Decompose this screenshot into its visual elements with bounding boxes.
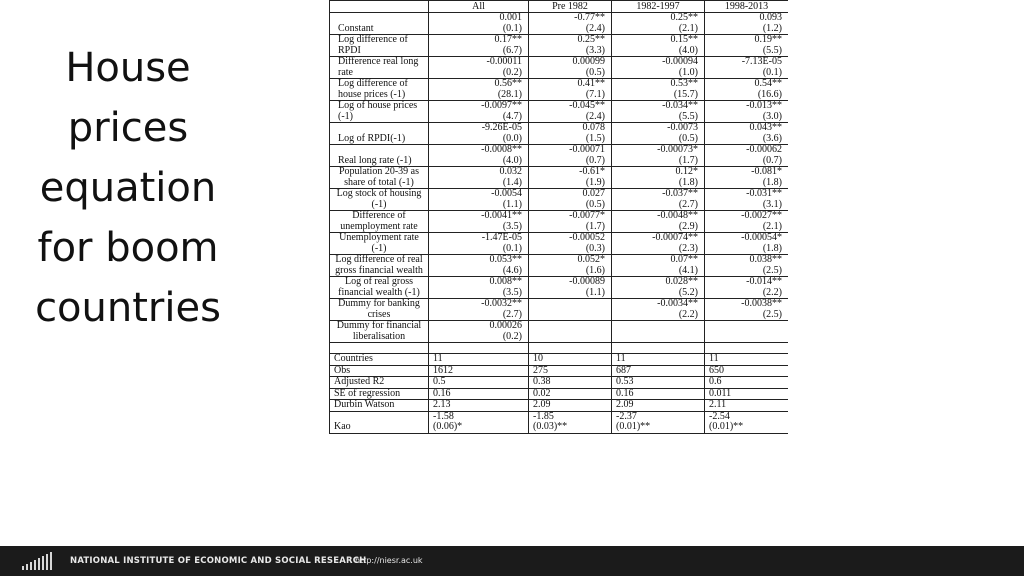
coef-cell xyxy=(705,321,789,343)
t-statistic: (0.0) xyxy=(502,132,522,144)
stat-pvalue: (0.01)** xyxy=(709,421,744,432)
row-label: Difference real long rate xyxy=(330,57,429,79)
t-statistic: (2.4) xyxy=(585,22,605,34)
t-statistic: (1.8) xyxy=(678,176,698,188)
coefficient-value xyxy=(532,321,605,332)
coefficient-value xyxy=(532,299,605,310)
t-statistic: (0.5) xyxy=(585,198,605,210)
coef-cell xyxy=(612,255,705,277)
row-label: Log difference of real gross financial wealth xyxy=(330,255,429,277)
stat-value xyxy=(705,411,789,433)
stat-value: 0.02 xyxy=(529,388,612,400)
coefficient-value: -0.0097** xyxy=(481,100,522,111)
coefficient-value: -0.00062 xyxy=(746,144,782,155)
stat-row xyxy=(330,365,789,377)
coefficient-value: 0.032 xyxy=(499,166,522,177)
coef-cell xyxy=(429,299,529,321)
coefficient-value: -0.00052 xyxy=(569,232,605,243)
stat-value: 1612 xyxy=(429,365,529,377)
coefficient-value: -0.0008** xyxy=(481,144,522,155)
coef-cell xyxy=(612,79,705,101)
stat-value: 2.09 xyxy=(612,400,705,412)
stat-value: 2.13 xyxy=(429,400,529,412)
coefficient-value: 0.17** xyxy=(494,34,522,45)
t-statistic: (0.7) xyxy=(585,154,605,166)
stat-value: 2.09 xyxy=(529,400,612,412)
coefficient-value: -0.034** xyxy=(662,100,698,111)
coef-cell xyxy=(705,145,789,167)
coefficient-value: -0.00011 xyxy=(486,56,522,67)
stat-number: -2.37 xyxy=(616,410,637,422)
table-header-row xyxy=(330,1,789,13)
row-label: Log stock of housing (-1) xyxy=(330,189,429,211)
t-statistic: (1.8) xyxy=(762,176,782,188)
coefficient-value: 0.00099 xyxy=(572,56,605,67)
coef-cell xyxy=(429,123,529,145)
stat-value: 0.16 xyxy=(429,388,529,400)
slide-title xyxy=(0,38,256,338)
t-statistic: (4.0) xyxy=(502,154,522,166)
t-statistic: (2.5) xyxy=(762,264,782,276)
row-label: Population 20-39 as share of total (-1) xyxy=(330,167,429,189)
stat-number: -2.54 xyxy=(709,410,730,422)
coef-cell xyxy=(705,13,789,35)
coefficient-value: -1.47E-05 xyxy=(481,232,522,243)
title-line: equation xyxy=(39,165,217,211)
t-statistic: (28.1) xyxy=(497,88,522,100)
coefficient-value: 0.41** xyxy=(577,78,605,89)
coef-cell xyxy=(429,211,529,233)
table-row xyxy=(330,101,789,123)
table-row xyxy=(330,189,789,211)
coefficient-value: -0.0038** xyxy=(741,298,782,309)
coef-cell xyxy=(529,13,612,35)
table-row xyxy=(330,211,789,233)
coefficient-value: -0.61* xyxy=(579,166,605,177)
stat-label: SE of regression xyxy=(330,388,429,400)
coef-cell xyxy=(529,145,612,167)
t-statistic: (2.1) xyxy=(678,22,698,34)
table-row xyxy=(330,35,789,57)
coefficient-value: -0.045** xyxy=(569,100,605,111)
coef-cell xyxy=(705,101,789,123)
footer-org-name: NATIONAL INSTITUTE OF ECONOMIC AND SOCIAL RESEARCH xyxy=(70,556,367,566)
coefficient-value: 0.53** xyxy=(670,78,698,89)
stat-value: 275 xyxy=(529,365,612,377)
t-statistic: (2.2) xyxy=(678,308,698,320)
coef-cell xyxy=(529,233,612,255)
coef-cell xyxy=(529,35,612,57)
coef-cell xyxy=(612,167,705,189)
coefficient-value: -0.00089 xyxy=(569,276,605,287)
coef-cell xyxy=(705,79,789,101)
row-label: Constant xyxy=(330,13,429,35)
coefficient-value: 0.052* xyxy=(577,254,605,265)
stat-label: Durbin Watson xyxy=(330,400,429,412)
t-statistic: (7.1) xyxy=(585,88,605,100)
coefficient-value: -0.77** xyxy=(574,12,605,23)
coef-cell xyxy=(705,57,789,79)
coef-cell xyxy=(429,277,529,299)
t-statistic: (0.1) xyxy=(762,66,782,78)
stat-value: 11 xyxy=(429,354,529,366)
coefficient-value: 0.56** xyxy=(494,78,522,89)
t-statistic: (16.6) xyxy=(757,88,782,100)
stat-value: 2.11 xyxy=(705,400,789,412)
coef-cell xyxy=(612,277,705,299)
row-label: Difference of unemployment rate xyxy=(330,211,429,233)
header-blank xyxy=(330,1,429,13)
stat-row xyxy=(330,400,789,412)
footer-url[interactable]: http://niesr.ac.uk xyxy=(355,556,423,565)
coefficient-value: -0.0048** xyxy=(657,210,698,221)
column-header: All xyxy=(429,1,529,13)
coefficient-value: 0.043** xyxy=(749,122,782,133)
t-statistic: (1.4) xyxy=(502,176,522,188)
coefficient-value: -0.081* xyxy=(751,166,782,177)
table-row xyxy=(330,233,789,255)
t-statistic: (2.1) xyxy=(762,220,782,232)
coef-cell xyxy=(529,211,612,233)
coef-cell xyxy=(429,321,529,343)
coef-cell xyxy=(429,57,529,79)
coef-cell xyxy=(429,13,529,35)
t-statistic: (5.5) xyxy=(762,44,782,56)
coefficient-value: 0.25** xyxy=(670,12,698,23)
coef-cell xyxy=(529,277,612,299)
coef-cell xyxy=(612,211,705,233)
stat-pvalue: (0.03)** xyxy=(533,421,568,432)
table-row xyxy=(330,79,789,101)
t-statistic: (0.7) xyxy=(762,154,782,166)
coefficient-value: 0.001 xyxy=(499,12,522,23)
coefficient-value: -0.0041** xyxy=(481,210,522,221)
coef-cell xyxy=(429,233,529,255)
t-statistic: (1.7) xyxy=(678,154,698,166)
coef-cell xyxy=(612,57,705,79)
t-statistic: (0.2) xyxy=(502,66,522,78)
coefficient-value: -0.00073* xyxy=(657,144,698,155)
stat-row xyxy=(330,411,789,433)
coefficient-value: 0.008** xyxy=(489,276,522,287)
table-row xyxy=(330,167,789,189)
stat-label: Obs xyxy=(330,365,429,377)
coef-cell xyxy=(529,255,612,277)
t-statistic: (5.2) xyxy=(678,286,698,298)
t-statistic: (2.7) xyxy=(502,308,522,320)
title-line: House xyxy=(65,45,191,91)
stat-label: Adjusted R2 xyxy=(330,377,429,389)
t-statistic: (4.1) xyxy=(678,264,698,276)
row-label: Log difference of house prices (-1) xyxy=(330,79,429,101)
table-row xyxy=(330,13,789,35)
coefficient-value: -0.0073 xyxy=(667,122,698,133)
stat-value: 0.53 xyxy=(612,377,705,389)
t-statistic xyxy=(615,332,698,343)
table-row xyxy=(330,321,789,343)
title-line: countries xyxy=(35,285,221,331)
table-row xyxy=(330,123,789,145)
coef-cell xyxy=(705,299,789,321)
stat-row xyxy=(330,354,789,366)
column-header: 1982-1997 xyxy=(612,1,705,13)
coefficient-value: -0.031** xyxy=(746,188,782,199)
t-statistic: (1.5) xyxy=(585,132,605,144)
stat-value: 0.011 xyxy=(705,388,789,400)
t-statistic xyxy=(532,332,605,343)
t-statistic: (1.1) xyxy=(502,198,522,210)
t-statistic: (1.2) xyxy=(762,22,782,34)
row-label: Log of house prices (-1) xyxy=(330,101,429,123)
row-label: Unemployment rate (-1) xyxy=(330,233,429,255)
coefficient-value: -7.13E-05 xyxy=(741,56,782,67)
stat-label: Countries xyxy=(330,354,429,366)
coef-cell xyxy=(429,189,529,211)
coefficient-value: 0.093 xyxy=(759,12,782,23)
stat-value xyxy=(529,411,612,433)
coefficient-value: -0.00054* xyxy=(741,232,782,243)
coefficient-value xyxy=(708,321,782,332)
table-row xyxy=(330,299,789,321)
regression-table xyxy=(329,0,788,434)
stat-row xyxy=(330,377,789,389)
stat-pvalue: (0.06)* xyxy=(433,421,463,432)
t-statistic: (2.3) xyxy=(678,242,698,254)
stat-value xyxy=(429,411,529,433)
coefficient-value: -0.014** xyxy=(746,276,782,287)
coefficient-value: 0.25** xyxy=(577,34,605,45)
coef-cell xyxy=(529,167,612,189)
coef-cell xyxy=(612,145,705,167)
t-statistic: (2.4) xyxy=(585,110,605,122)
coefficient-value: 0.078 xyxy=(582,122,605,133)
t-statistic: (2.2) xyxy=(762,286,782,298)
stat-value: 687 xyxy=(612,365,705,377)
coef-cell xyxy=(612,101,705,123)
t-statistic: (3.5) xyxy=(502,220,522,232)
t-statistic: (2.7) xyxy=(678,198,698,210)
t-statistic: (1.6) xyxy=(585,264,605,276)
t-statistic: (1.7) xyxy=(585,220,605,232)
footer-bar xyxy=(0,546,1024,576)
coef-cell xyxy=(612,299,705,321)
t-statistic: (1.1) xyxy=(585,286,605,298)
stat-value: 0.38 xyxy=(529,377,612,389)
coef-cell xyxy=(705,189,789,211)
t-statistic: (0.5) xyxy=(585,66,605,78)
coefficient-value: 0.038** xyxy=(749,254,782,265)
coefficient-value: -0.00094 xyxy=(662,56,698,67)
t-statistic: (2.9) xyxy=(678,220,698,232)
t-statistic: (0.3) xyxy=(585,242,605,254)
separator-row xyxy=(330,343,789,354)
t-statistic: (3.3) xyxy=(585,44,605,56)
t-statistic: (2.5) xyxy=(762,308,782,320)
coef-cell xyxy=(705,277,789,299)
coefficient-value: 0.07** xyxy=(670,254,698,265)
t-statistic: (4.6) xyxy=(502,264,522,276)
coef-cell xyxy=(612,321,705,343)
t-statistic: (3.5) xyxy=(502,286,522,298)
table-row xyxy=(330,255,789,277)
t-statistic: (4.0) xyxy=(678,44,698,56)
coefficient-value: -0.00074** xyxy=(652,232,698,243)
table-row xyxy=(330,145,789,167)
stat-value: 0.16 xyxy=(612,388,705,400)
coefficient-value: 0.00026 xyxy=(489,320,522,331)
t-statistic: (1.8) xyxy=(762,242,782,254)
coef-cell xyxy=(529,79,612,101)
column-header: 1998-2013 xyxy=(705,1,789,13)
t-statistic: (1.9) xyxy=(585,176,605,188)
table-row xyxy=(330,277,789,299)
coef-cell xyxy=(429,35,529,57)
column-header: Pre 1982 xyxy=(529,1,612,13)
stat-value: 11 xyxy=(705,354,789,366)
coefficient-value: -0.0034** xyxy=(657,298,698,309)
coefficient-value: -0.0054 xyxy=(491,188,522,199)
stat-pvalue: (0.01)** xyxy=(616,421,651,432)
stat-number: -1.85 xyxy=(533,410,554,422)
coef-cell xyxy=(529,101,612,123)
coef-cell xyxy=(429,145,529,167)
row-label: Log of RPDI(-1) xyxy=(330,123,429,145)
table-row xyxy=(330,57,789,79)
stat-value: 650 xyxy=(705,365,789,377)
row-label: Dummy for financial liberalisation xyxy=(330,321,429,343)
coef-cell xyxy=(429,255,529,277)
coef-cell xyxy=(529,57,612,79)
coefficient-value: -0.0077* xyxy=(569,210,605,221)
coef-cell xyxy=(429,79,529,101)
coef-cell xyxy=(612,123,705,145)
coefficient-value: 0.19** xyxy=(754,34,782,45)
t-statistic: (15.7) xyxy=(673,88,698,100)
coef-cell xyxy=(529,299,612,321)
title-line: for boom xyxy=(37,225,219,271)
stat-value: 0.6 xyxy=(705,377,789,389)
stat-row xyxy=(330,388,789,400)
coef-cell xyxy=(612,233,705,255)
t-statistic: (0.1) xyxy=(502,22,522,34)
coef-cell xyxy=(612,189,705,211)
coefficient-value: 0.027 xyxy=(582,188,605,199)
row-label: Log difference of RPDI xyxy=(330,35,429,57)
t-statistic xyxy=(532,310,605,321)
stat-value xyxy=(612,411,705,433)
title-line: prices xyxy=(67,105,189,151)
coefficient-value: -0.013** xyxy=(746,100,782,111)
coef-cell xyxy=(705,123,789,145)
coefficient-value: 0.54** xyxy=(754,78,782,89)
t-statistic: (0.5) xyxy=(678,132,698,144)
t-statistic: (3.0) xyxy=(762,110,782,122)
t-statistic: (4.7) xyxy=(502,110,522,122)
regression-table-container xyxy=(329,0,788,563)
coefficient-value: 0.15** xyxy=(670,34,698,45)
stat-value: 0.5 xyxy=(429,377,529,389)
row-label: Real long rate (-1) xyxy=(330,145,429,167)
niesr-logo-icon xyxy=(22,552,56,570)
coefficient-value: -9.26E-05 xyxy=(481,122,522,133)
coefficient-value: 0.12* xyxy=(675,166,698,177)
coef-cell xyxy=(705,167,789,189)
stat-number: -1.58 xyxy=(433,410,454,422)
coefficient-value: -0.037** xyxy=(662,188,698,199)
coefficient-value: 0.028** xyxy=(665,276,698,287)
stat-value: 10 xyxy=(529,354,612,366)
coef-cell xyxy=(705,255,789,277)
coef-cell xyxy=(705,211,789,233)
stat-label: Kao xyxy=(330,411,429,433)
t-statistic xyxy=(708,332,782,343)
t-statistic: (1.0) xyxy=(678,66,698,78)
row-label: Log of real gross financial wealth (-1) xyxy=(330,277,429,299)
t-statistic: (0.1) xyxy=(502,242,522,254)
coef-cell xyxy=(705,35,789,57)
coefficient-value: 0.053** xyxy=(489,254,522,265)
coef-cell xyxy=(529,123,612,145)
coef-cell xyxy=(529,321,612,343)
coefficient-value: -0.0032** xyxy=(481,298,522,309)
coefficient-value: -0.00071 xyxy=(569,144,605,155)
t-statistic: (0.2) xyxy=(502,330,522,342)
t-statistic: (3.1) xyxy=(762,198,782,210)
t-statistic: (5.5) xyxy=(678,110,698,122)
coef-cell xyxy=(429,101,529,123)
stat-value: 11 xyxy=(612,354,705,366)
t-statistic: (6.7) xyxy=(502,44,522,56)
coef-cell xyxy=(429,167,529,189)
coef-cell xyxy=(705,233,789,255)
t-statistic: (3.6) xyxy=(762,132,782,144)
coefficient-value xyxy=(615,321,698,332)
coefficient-value: -0.0027** xyxy=(741,210,782,221)
coef-cell xyxy=(612,35,705,57)
row-label: Dummy for banking crises xyxy=(330,299,429,321)
coef-cell xyxy=(612,13,705,35)
coef-cell xyxy=(529,189,612,211)
